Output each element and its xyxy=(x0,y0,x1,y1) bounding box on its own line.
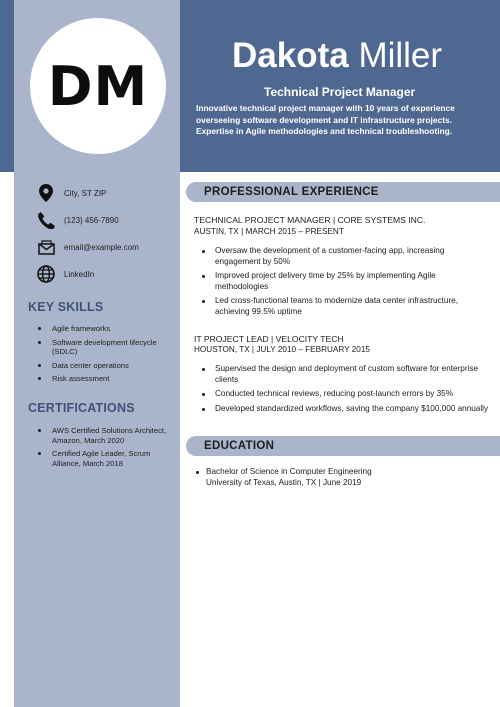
list-item: Oversaw the development of a customer-facing app, increasing engagement by 50% xyxy=(194,246,490,267)
map-pin-icon xyxy=(36,183,56,203)
list-item: Data center operations xyxy=(28,361,176,371)
list-item: Agile frameworks xyxy=(28,324,176,334)
contact-location: City, ST ZIP xyxy=(36,183,176,203)
job-title: IT PROJECT LEAD | VELOCITY TECH xyxy=(194,334,344,344)
job-role-title: Technical Project Manager xyxy=(264,85,416,99)
list-item: Led cross-functional teams to modernize data center infrastructure, achieving 99.5% uptime xyxy=(194,296,490,317)
education-entry xyxy=(194,467,490,489)
job-bullets xyxy=(194,364,490,418)
job-meta: HOUSTON, TX | JULY 2010 – FEBRUARY 2015 xyxy=(194,345,370,354)
key-skills-list xyxy=(28,324,176,388)
list-item: Developed standardized workflows, saving the company $100,000 annually xyxy=(194,404,490,415)
list-item: Improved project delivery time by 25% by implementing Agile methodologies xyxy=(194,271,490,292)
education-heading: EDUCATION xyxy=(204,440,275,452)
certifications-list xyxy=(28,426,176,472)
contact-linkedin[interactable]: LinkedIn xyxy=(36,264,176,284)
list-item: Software development lifecycle (SDLC) xyxy=(28,338,176,357)
envelope-icon xyxy=(36,237,56,257)
list-item: Risk assessment xyxy=(28,374,176,384)
list-item: Conducted technical reviews, reducing post-launch errors by 35% xyxy=(194,389,490,400)
certifications-heading: CERTIFICATIONS xyxy=(28,401,135,415)
contact-email[interactable]: email@example.com xyxy=(36,237,176,257)
globe-icon xyxy=(36,264,56,284)
list-item: Supervised the design and deployment of custom software for enterprise clients xyxy=(194,364,490,385)
list-item: Certified Agile Leader, Scrum Alliance, March 2018 xyxy=(28,449,176,468)
job-meta: AUSTIN, TX | MARCH 2015 – PRESENT xyxy=(194,227,344,236)
key-skills-heading: KEY SKILLS xyxy=(28,300,104,314)
job-bullets xyxy=(194,246,490,322)
job-title: TECHNICAL PROJECT MANAGER | CORE SYSTEMS INC. xyxy=(194,215,426,225)
first-name: Dakota xyxy=(232,36,349,75)
experience-heading: PROFESSIONAL EXPERIENCE xyxy=(204,186,379,198)
list-item: AWS Certified Solutions Architect, Amazon, March 2020 xyxy=(28,426,176,445)
last-name: Miller xyxy=(358,36,443,75)
monogram-badge: DM xyxy=(30,18,166,154)
candidate-name xyxy=(232,38,442,73)
degree: Bachelor of Science in Computer Engineering xyxy=(194,467,490,478)
professional-summary: Innovative technical project manager with 10 years of experience overseeing software development and IT infrastructure projects. Expertise in Agile methodologies and technical troubleshooting. xyxy=(196,103,455,136)
school: University of Texas, Austin, TX | June 2019 xyxy=(206,477,362,487)
phone-icon xyxy=(36,210,56,230)
contact-phone: (123) 456-7890 xyxy=(36,210,176,230)
